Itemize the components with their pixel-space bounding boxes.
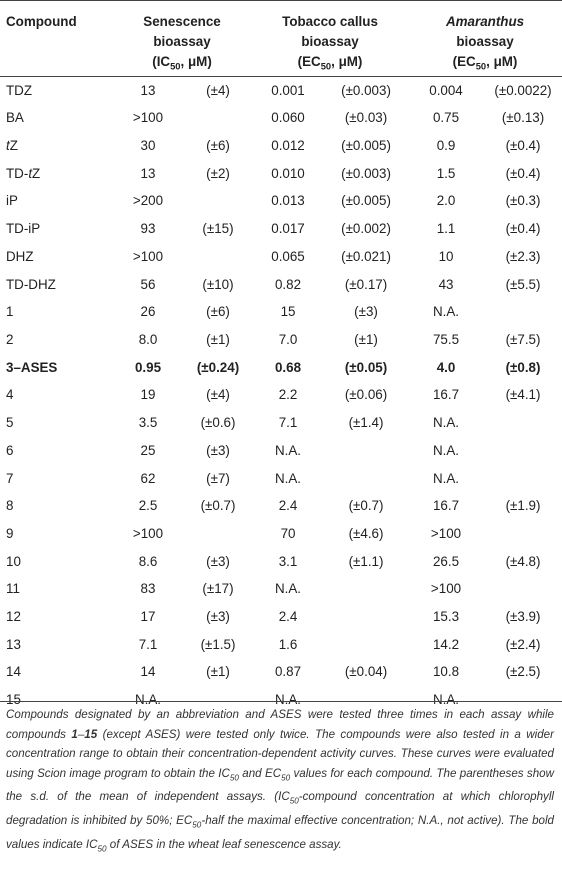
senescence-sd [184,520,252,548]
compound-cell: 8 [6,498,14,514]
amaranthus-sd: (±0.4) [505,221,541,237]
header-amaranthus-line2: bioassay [456,34,514,49]
senescence-sd: (±10) [202,276,234,292]
amaranthus-sd: (±1.9) [505,498,541,514]
amaranthus-sd: (±2.5) [505,664,541,680]
senescence-value: 3.5 [138,415,158,431]
amaranthus-value: 16.7 [432,387,460,403]
amaranthus-value: 43 [438,276,454,292]
compound-cell: 11 [6,581,20,597]
senescence-value: >100 [132,525,164,541]
tobacco-sd: (±0.003) [341,82,391,98]
table-row [0,104,562,132]
tobacco-value: N.A. [274,692,302,708]
tobacco-sd: (±0.005) [341,138,391,154]
senescence-value: 0.95 [134,359,162,375]
senescence-value: 26 [140,304,156,320]
amaranthus-sd [484,520,562,548]
header-senescence-line2: bioassay [153,34,211,49]
compound-cell: 6 [6,442,14,458]
senescence-value: 2.5 [138,498,158,514]
tobacco-value: 7.1 [278,415,298,431]
tobacco-sd [324,465,408,493]
amaranthus-value: 0.9 [436,138,456,154]
tobacco-value: 0.010 [271,165,305,181]
senescence-value: 13 [140,82,156,98]
tobacco-sd: (±0.002) [341,221,391,237]
compound-cell: 7 [6,470,14,486]
senescence-sd: (±17) [202,581,234,597]
tobacco-sd: (±0.005) [341,193,391,209]
tobacco-value: 0.68 [274,359,302,375]
table-row [0,326,562,354]
table-row [0,465,562,493]
compound-cell: iP [6,193,18,209]
tobacco-value: 2.4 [278,609,298,625]
senescence-sd: (±1) [206,332,230,347]
tobacco-value: 0.001 [271,82,305,98]
header-compound: Compound [6,14,77,29]
bottom-rule [0,701,562,702]
table-row [0,215,562,243]
senescence-sd: (±0.6) [200,415,236,431]
senescence-value: 7.1 [138,636,158,652]
amaranthus-value: 1.5 [436,165,456,181]
amaranthus-value: 75.5 [432,332,460,347]
amaranthus-value: N.A. [432,692,460,708]
senescence-value: 56 [140,276,156,292]
tobacco-value: 15 [280,304,296,320]
amaranthus-value: N.A. [432,304,460,320]
tobacco-sd: (±0.17) [344,276,388,292]
compound-cell: 12 [6,609,21,625]
compound-cell: TD-iP [6,221,41,237]
table-row [0,298,562,326]
senescence-sd: (±0.24) [196,359,240,375]
compound-cell: DHZ [6,248,34,264]
header-tobacco-line1: Tobacco callus [282,14,378,29]
amaranthus-sd: (±0.13) [501,110,545,126]
tobacco-value: 0.065 [271,248,305,264]
amaranthus-sd: (±0.3) [505,193,541,209]
table-row [0,603,562,631]
table-row [0,187,562,215]
amaranthus-value: N.A. [432,415,460,431]
header-amaranthus [408,0,562,77]
senescence-value: 30 [140,138,156,154]
senescence-value: N.A. [134,692,162,708]
compound-cell: BA [6,110,24,126]
tobacco-sd [324,575,408,603]
amaranthus-value: 10 [438,248,454,264]
tobacco-value: 0.87 [274,664,302,680]
header-amaranthus-line1: Amaranthus [445,14,525,29]
tobacco-sd: (±0.06) [344,387,388,403]
senescence-value: 83 [140,581,156,597]
amaranthus-value: 1.1 [436,221,456,237]
compound-cell: 13 [6,636,21,652]
table-row [0,548,562,576]
senescence-value: 8.6 [138,553,158,569]
tobacco-value: 0.060 [271,110,305,126]
compound-cell: 2 [6,332,14,347]
senescence-sd: (±3) [206,442,230,458]
senescence-sd: (±6) [206,138,230,154]
compound-cell: 15 [6,692,21,708]
compound-cell: TD-tZ [6,165,41,181]
table-row [0,243,562,271]
senescence-value: 14 [140,664,156,680]
table-row [0,492,562,520]
tobacco-sd: (±1) [354,332,378,347]
compound-cell: TDZ [6,82,33,98]
tobacco-sd: (±0.04) [344,664,388,680]
table-row [0,409,562,437]
amaranthus-value: 4.0 [436,359,456,375]
senescence-value: 13 [140,165,156,181]
compound-cell: tZ [6,138,18,154]
amaranthus-value: N.A. [432,442,460,458]
table-body [0,77,562,714]
amaranthus-sd: (±2.4) [505,636,541,652]
tobacco-sd: (±0.7) [348,498,384,514]
senescence-value: >100 [132,248,164,264]
senescence-value: 62 [140,470,156,486]
table-row [0,354,562,382]
amaranthus-sd [484,409,562,437]
senescence-value: >100 [132,110,164,126]
amaranthus-sd [484,575,562,603]
amaranthus-value: 10.8 [432,664,460,680]
tobacco-value: 70 [280,525,296,541]
tobacco-value: 2.4 [278,498,298,514]
amaranthus-sd: (±0.4) [505,165,541,181]
amaranthus-sd: (±0.0022) [494,82,552,98]
tobacco-value: 7.0 [278,332,298,347]
senescence-value: 93 [140,221,156,237]
compound-cell: 4 [6,387,14,403]
table-row [0,132,562,160]
compound-cell: 3–ASES [6,359,58,375]
table-row [0,575,562,603]
amaranthus-sd: (±4.1) [505,387,541,403]
senescence-sd: (±1.5) [200,636,236,652]
tobacco-sd: (±0.05) [344,359,388,375]
compound-cell: 5 [6,415,14,431]
senescence-sd: (±2) [206,165,230,181]
amaranthus-sd: (±0.4) [505,138,541,154]
tobacco-sd: (±0.03) [344,110,388,126]
senescence-sd: (±4) [206,82,230,98]
amaranthus-sd [484,298,562,326]
amaranthus-sd: (±2.3) [505,248,541,264]
header-rule [0,76,562,77]
tobacco-value: 0.017 [271,221,305,237]
tobacco-value: N.A. [274,581,302,597]
tobacco-sd [324,631,408,659]
compound-cell: 14 [6,664,21,680]
senescence-sd: (±6) [206,304,230,320]
table-row [0,631,562,659]
tobacco-value: 0.013 [271,193,305,209]
senescence-sd [184,243,252,271]
senescence-sd: (±3) [206,609,230,625]
amaranthus-value: 2.0 [436,193,456,209]
senescence-value: 25 [140,442,156,458]
amaranthus-sd: (±7.5) [505,332,541,347]
senescence-value: 19 [140,387,156,403]
amaranthus-value: 14.2 [432,636,460,652]
tobacco-value: 1.6 [278,636,298,652]
amaranthus-value: 26.5 [432,553,460,569]
senescence-value: 17 [140,609,156,625]
senescence-sd: (±1) [206,664,230,680]
tobacco-value: N.A. [274,442,302,458]
tobacco-sd: (±1.4) [348,415,384,431]
header-senescence-line1: Senescence [143,14,221,29]
amaranthus-value: 16.7 [432,498,460,514]
senescence-sd: (±7) [206,470,230,486]
senescence-sd [184,187,252,215]
header-row [0,0,562,77]
amaranthus-value: >100 [430,525,462,541]
tobacco-value: 2.2 [278,387,298,403]
tobacco-sd: (±4.6) [348,525,384,541]
amaranthus-sd: (±3.9) [505,609,541,625]
compound-cell: 10 [6,553,21,569]
tobacco-value: 3.1 [278,553,298,569]
amaranthus-value: 0.004 [429,82,463,98]
senescence-sd: (±15) [202,221,234,237]
amaranthus-sd: (±5.5) [505,276,541,292]
header-amaranthus-line3: ($EC_{50}$, μM) [452,54,518,72]
senescence-sd [184,104,252,132]
header-tobacco-line3: ($EC_{50}$, μM) [297,54,363,72]
tobacco-sd: (±0.021) [341,248,391,264]
footnote: Compounds designated by an abbreviation and ASES were tested three times in each assay while compounds 1–15 (except ASES) were tested only twice. The compounds were also tested in a wider concentration range to obtain their concentration-dependent activity curves. These curves were evaluated using Scion image program to obtain the $IC_{50}$ and $EC_{50}$ values for each compound. The parentheses show the s.d. of the mean of independent assays. ($IC_{50}$-compound concentration at which chlorophyll degradation is inhibited by 50%; $EC_{50}$-half the maximal effective concentration; N.A., not active). The bold values indicate $IC_{50}$ of ASES in the wheat leaf senescence assay. [6,708,554,854]
table-row [0,160,562,188]
tobacco-sd: (±3) [354,304,378,320]
compound-cell: TD-DHZ [6,276,56,292]
amaranthus-value: >100 [430,581,462,597]
tobacco-sd [324,437,408,465]
table-row [0,77,562,105]
amaranthus-sd: (±4.8) [505,553,541,569]
compound-cell: 9 [6,525,14,541]
senescence-sd: (±4) [206,387,230,403]
senescence-sd: (±3) [206,553,230,569]
tobacco-value: 0.012 [271,138,305,154]
header-senescence-line3: ($IC_{50}$, μM) [152,54,212,72]
tobacco-value: N.A. [274,470,302,486]
tobacco-sd [324,603,408,631]
amaranthus-value: N.A. [432,470,460,486]
amaranthus-value: 15.3 [432,609,460,625]
tobacco-sd: (±1.1) [348,553,384,569]
table-row [0,520,562,548]
senescence-value: 8.0 [138,332,158,347]
table-row [0,271,562,299]
table-row [0,437,562,465]
amaranthus-sd [484,465,562,493]
header-tobacco [252,0,408,77]
table-row [0,381,562,409]
amaranthus-value: 0.75 [432,110,460,126]
table-row [0,658,562,686]
header-senescence [112,0,252,77]
amaranthus-sd: (±0.8) [505,359,541,375]
senescence-value: >200 [132,193,164,209]
senescence-sd: (±0.7) [200,498,236,514]
tobacco-sd: (±0.003) [341,165,391,181]
tobacco-value: 0.82 [274,276,302,292]
compound-cell: 1 [6,304,14,320]
amaranthus-sd [484,437,562,465]
header-tobacco-line2: bioassay [301,34,359,49]
